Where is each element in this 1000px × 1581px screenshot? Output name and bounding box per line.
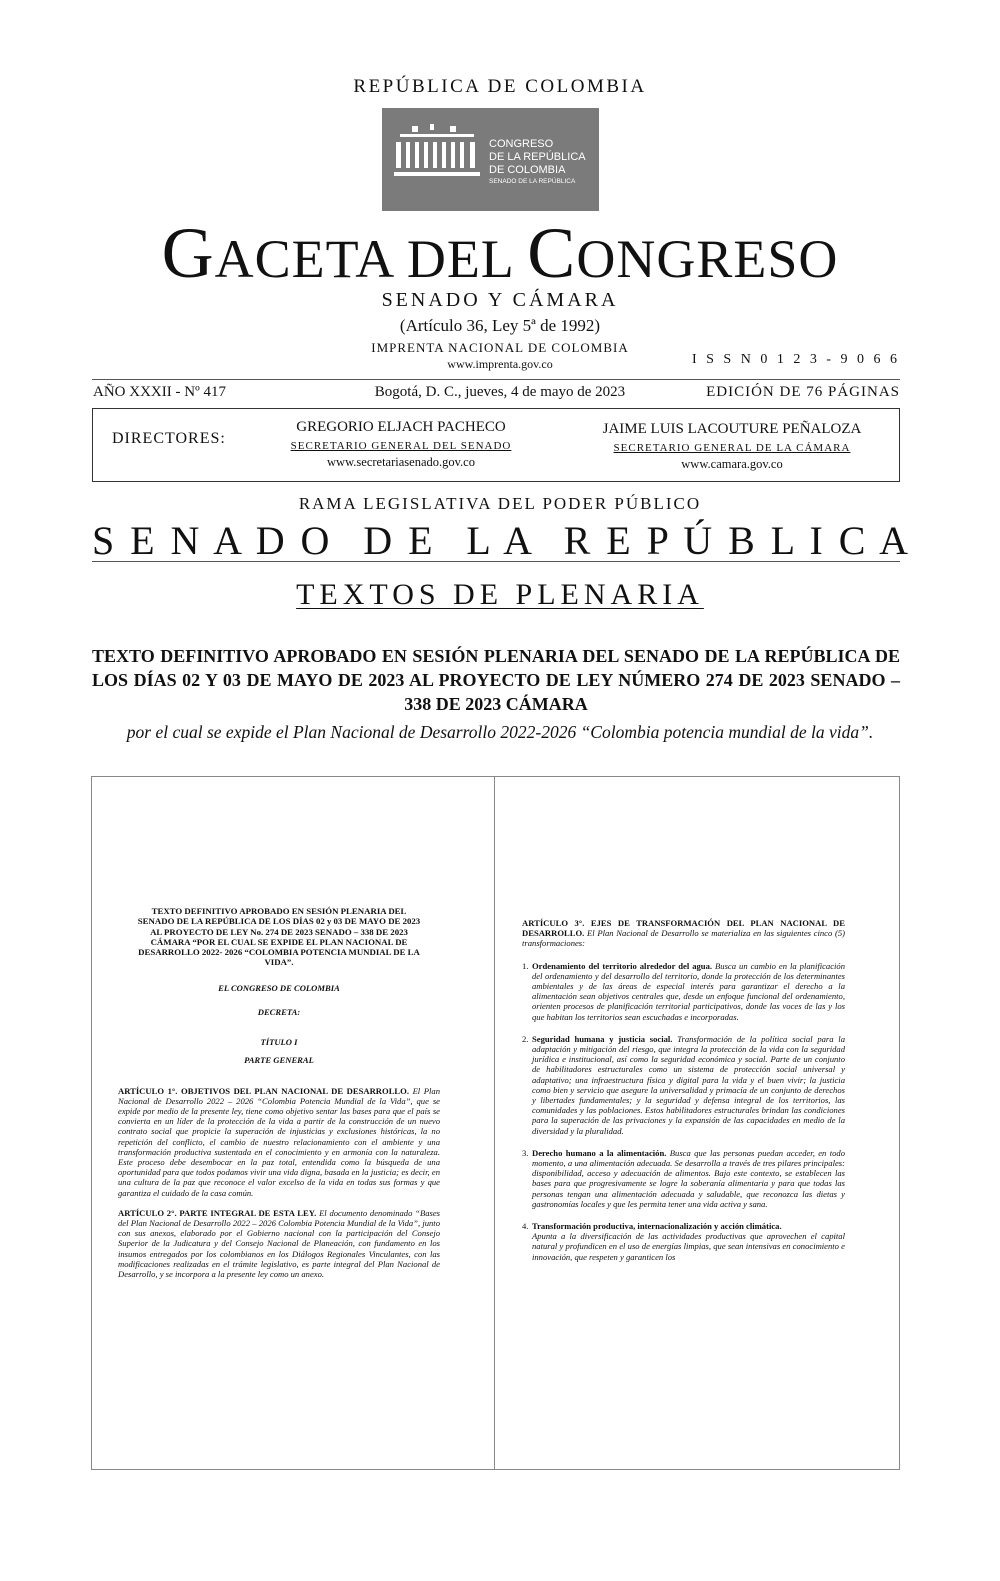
list-item: 1. Ordenamiento del territorio alrededor del agua. Busca un cambio en la planificación del ordenamiento y del desarrollo del territorio, donde la protección de los determinantes ambientales y de las áreas de especial interés para garantizar el derecho a la alimentación sean objetivos centrales que, desde un enfoque funcional del ordenamiento, orienten procesos de planificación territorial participativos, donde las voces de las y los que habitan los territorios sean escuchadas e incorporadas. [522,960,846,1022]
rama-legislativa: RAMA LEGISLATIVA DEL PODER PÚBLICO [298,494,702,513]
issue-number: AÑO XXXII - Nº 417 [93,384,226,400]
issn: I S S N 0 1 2 3 - 9 0 6 6 [691,352,900,367]
column-divider [494,776,495,1470]
senado-heading: S E N A D O D E L A R E P Ú B L I C A [92,518,909,563]
edition-pages: EDICIÓN DE 76 PÁGINAS [706,384,900,400]
gaceta-subtitle: SENADO Y CÁMARA [381,289,619,311]
congreso-logo [382,108,599,211]
logo-line-1: CONGRESO [489,138,554,150]
left-column [118,906,440,1279]
imprenta: IMPRENTA NACIONAL DE COLOMBIA [371,340,629,355]
document-subtitle: por el cual se expide el Plan Nacional de Desarrollo 2022-2026 “Colombia potencia mundial de la vida”. [126,722,874,742]
country-header: REPÚBLICA DE COLOMBIA [353,76,647,97]
directors-label: DIRECTORES: [112,430,226,447]
document-heading: TEXTO DEFINITIVO APROBADO EN SESIÓN PLENARIA DEL SENADO DE LA REPÚBLICA DE LOS DÍAS 02 Y 03 DE MAYO DE 2023 AL PROYECTO DE LEY NÚMERO 274 DE 2023 SENADO – 338 DE 2023 CÁMARA [92,646,900,714]
textos-de-plenaria: TEXTOS DE PLENARIA [296,578,704,611]
congreso-label: EL CONGRESO DE COLOMBIA [218,982,340,993]
legal-reference: (Artículo 36, Ley 5ª de 1992) [399,316,601,335]
director-senado [270,419,532,470]
gaceta-title: GACETA DEL CONGRESO [161,213,839,293]
article-1-title: ARTÍCULO 1°. OBJETIVOS DEL PLAN NACIONAL DE DESARROLLO. [118,1085,409,1096]
director-name: GREGORIO ELJACH PACHECO [296,419,506,435]
divider [92,379,900,380]
divider [92,561,900,562]
article-1-body: El Plan Nacional de Desarrollo 2022 – 2026 “Colombia Potencia Mundial de la Vida”, que se expide por medio de la presente ley, tiene como objetivo sentar las bases para que el país se convierta en un líder de la protección de la vida a partir de la construcción de un nuevo contrato social que propicie la superación de injusticias y exclusiones históricas, la no repetición del conflicto, el cambio de nuestro relacionamiento con el ambiente y una transformación productiva sustentada en el conocimiento y en armonía con la naturaleza. Este proceso debe desembocar en la paz total, entendida como la búsqueda de una oportunidad para que todos podamos vivir una vida digna, basada en la justicia; es decir, en una cultura de la paz que reconoce el valor excelso de la vida en todas sus formas y que garantiza el cuidado de la casa común. [118,1085,440,1198]
logo-line-4: SENADO DE LA REPÚBLICA [489,178,576,185]
director-camara [596,421,868,472]
list-item: 4. Transformación productiva, internacionalización y acción climática. Apunta a la diversificación de las actividades productivas que aprovechen el capital natural y profundicen en el uso de energías limpias, que sean intensivas en conocimiento e innovación, que respeten y garanticen los [522,1221,845,1262]
director-name: JAIME LUIS LACOUTURE PEÑALOZA [602,421,862,437]
article-3-body: El Plan Nacional de Desarrollo se materializa en las siguientes cinco (5) transformaciones: [522,928,845,949]
titulo-label: TÍTULO I [260,1037,298,1048]
issue-date: Bogotá, D. C., jueves, 4 de mayo de 2023 [374,384,626,400]
director-web: www.secretariasenado.gov.co [327,455,475,469]
article-1 [118,1086,440,1198]
decreta-label: DECRETA: [257,1006,301,1017]
director-role: SECRETARIO GENERAL DE LA CÁMARA [613,442,851,454]
logo-line-2: DE LA REPÚBLICA [489,151,586,163]
list-item: 3. Derecho humano a la alimentación. Busca que las personas puedan acceder, en todo momento, a una alimentación adecuada. Se desarrolla a través de tres pilares principales: disponibilidad, acceso y adecuación de alimentos. Bajo este contexto, se establecen las bases para que progresivamente se logre la soberanía alimentaria y para que todas las personas tengan una alimentación adecuada y saludable, que reconozca las dietas y gastronomías locales y que les permita tener una vida activa y sana. [522,1147,845,1209]
parte-label: PARTE GENERAL [244,1055,314,1066]
capitol-icon [394,122,482,184]
article-2 [118,1208,440,1279]
article-2-title: ARTÍCULO 2°. PARTE INTEGRAL DE ESTA LEY. [118,1207,317,1218]
director-web: www.camara.gov.co [681,457,783,471]
left-heading: TEXTO DEFINITIVO APROBADO EN SESIÓN PLENARIA DEL SENADO DE LA REPÚBLICA DE LOS DÍAS 02 y 03 DE MAYO DE 2023 AL PROYECTO DE LEY No. 274 DE 2023 SENADO – 338 DE 2023 CÁMARA “POR EL CUAL SE EXPIDE EL PLAN NACIONAL DE DESARROLLO 2022- 2026 “COLOMBIA POTENCIA MUNDIAL DE LA VIDA”. [137,906,421,968]
article-3 [522,918,845,949]
list-item: 2. Seguridad humana y justicia social. Transformación de la política social para la adaptación y mitigación del riesgo, que integra la protección de la vida con la seguridad jurídica e institucional, así como la seguridad económica y social. Parte de un conjunto de habilitadores estructurales como un sistema de protección social universal y adaptativo; una infraestructura física y digital para la vida y el buen vivir; la justicia como bien y servicio que asegure la universalidad y primacía de un conjunto de derechos y libertades fundamentales; y la seguridad y defensa integral de los territorios, las comunidades y las poblaciones. Estos habilitadores estructurales brindan las condiciones para la superación de las privaciones y la expansión de las capacidades en medio de la diversidad y la pluralidad. [522,1033,845,1136]
logo-line-3: DE COLOMBIA [489,164,566,176]
article-3-title: ARTÍCULO 3°. EJES DE TRANSFORMACIÓN DEL PLAN NACIONAL DE DESARROLLO. [522,918,845,939]
imprenta-web: www.imprenta.gov.co [447,357,553,371]
director-role: SECRETARIO GENERAL DEL SENADO [290,440,512,452]
right-column [522,918,845,1262]
article-2-body: El documento denominado “Bases del Plan Nacional de Desarrollo 2022 – 2026 Colombia Potencia Mundial de la Vida”, junto con sus anexos, elaborado por el Gobierno nacional con la participación del Consejo Superior de la Judicatura y del Consejo Nacional de Planeación, con fundamento en los insumos entregados por los colombianos en los Diálogos Regionales Vinculantes, con las modificaciones realizadas en el trámite legislativo, es parte integral del Plan Nacional de Desarrollo, y se incorpora a la presente ley como un anexo. [118,1207,440,1280]
